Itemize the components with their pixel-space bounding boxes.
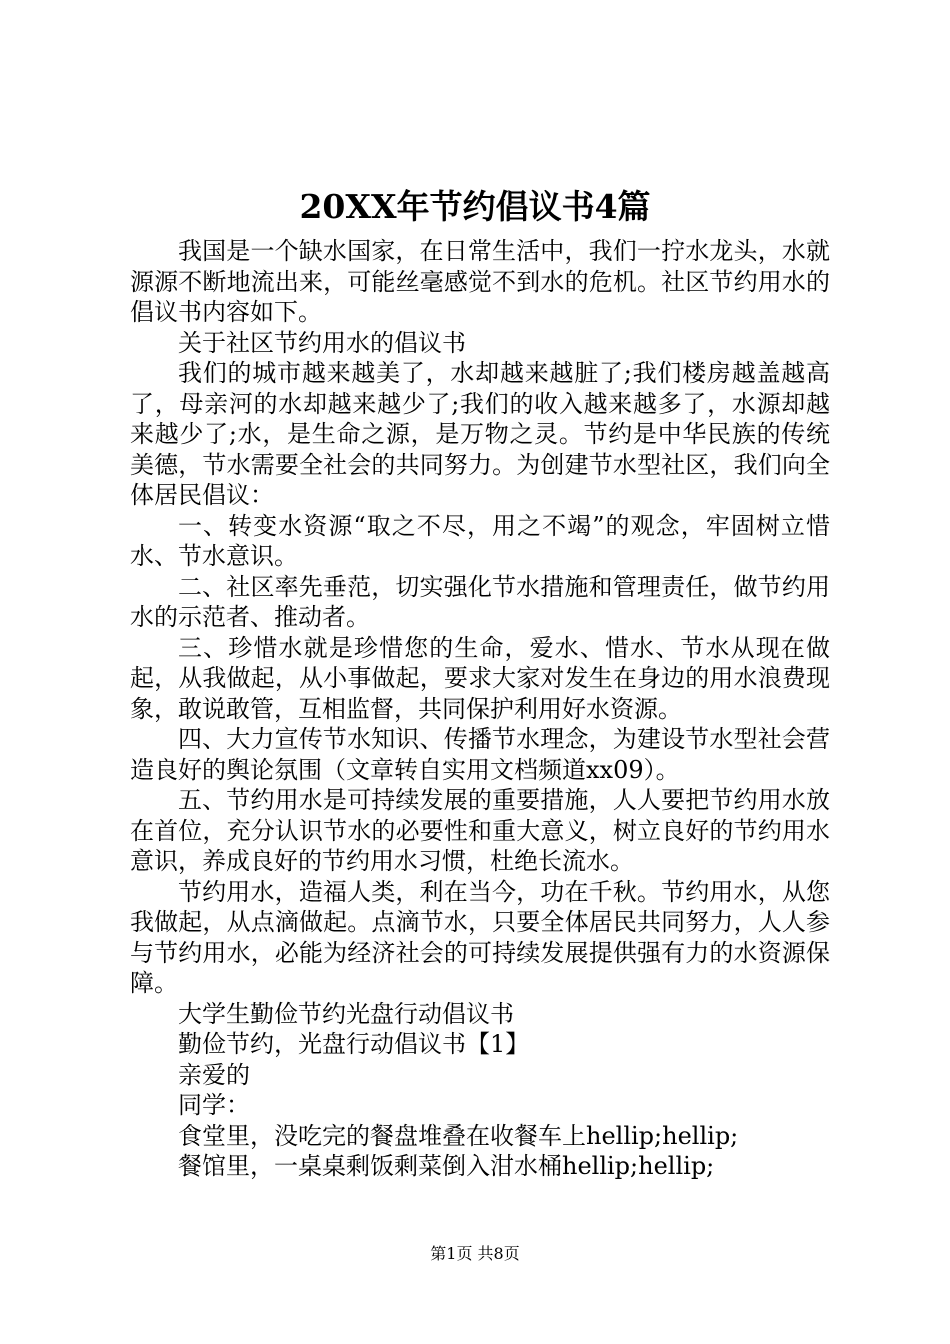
paragraph: 一、转变水资源“取之不尽，用之不竭”的观念，牢固树立惜水、节水意识。 bbox=[130, 511, 830, 570]
paragraph: 大学生勤俭节约光盘行动倡议书 bbox=[178, 999, 514, 1028]
document-title: 20XX年节约倡议书4篇 bbox=[299, 187, 651, 226]
paragraph: 餐馆里，一桌桌剩饭剩菜倒入泔水桶hellip;hellip; bbox=[178, 1152, 715, 1180]
page-footer: 第1页 共8页 bbox=[430, 1244, 520, 1263]
paragraph: 我国是一个缺水国家，在日常生活中，我们一拧水龙头，水就源源不断地流出来，可能丝毫感觉不到水的危机。社区节约用水的倡议书内容如下。 bbox=[130, 237, 830, 326]
paragraph: 同学： bbox=[178, 1091, 250, 1119]
paragraph: 三、珍惜水就是珍惜您的生命，爱水、惜水、节水从现在做起，从我做起，从小事做起，要求大家对发生在身边的用水浪费现象，敢说敢管，互相监督，共同保护利用好水资源。 bbox=[130, 633, 830, 723]
paragraph: 食堂里，没吃完的餐盘堆叠在收餐车上hellip;hellip; bbox=[178, 1121, 739, 1150]
paragraph: 勤俭节约，光盘行动倡议书【1】 bbox=[178, 1030, 530, 1058]
paragraph: 关于社区节约用水的倡议书 bbox=[178, 328, 466, 357]
document-body bbox=[130, 236, 830, 1182]
paragraph: 二、社区率先垂范，切实强化节水措施和管理责任，做节约用水的示范者、推动者。 bbox=[130, 572, 830, 631]
paragraph: 四、大力宣传节水知识、传播节水理念，为建设节水型社会营造良好的舆论氛围（文章转自实用文档频道xx09）。 bbox=[130, 725, 830, 784]
paragraph: 我们的城市越来越美了，水却越来越脏了;我们楼房越盖越高了，母亲河的水却越来越少了;我们的收入越来越多了，水源却越来越少了;水，是生命之源，是万物之灵。节约是中华民族的传统美德，节水需要全社会的共同努力。为创建节水型社区，我们向全体居民倡议： bbox=[130, 359, 830, 509]
paragraph: 五、节约用水是可持续发展的重要措施，人人要把节约用水放在首位，充分认识节水的必要性和重大意义，树立良好的节约用水意识，养成良好的节约用水习惯，杜绝长流水。 bbox=[130, 786, 830, 875]
paragraph: 亲爱的 bbox=[178, 1060, 250, 1089]
paragraph: 节约用水，造福人类，利在当今，功在千秋。节约用水，从您我做起，从点滴做起。点滴节水，只要全体居民共同努力，人人参与节约用水，必能为经济社会的可持续发展提供强有力的水资源保障。 bbox=[130, 877, 830, 997]
